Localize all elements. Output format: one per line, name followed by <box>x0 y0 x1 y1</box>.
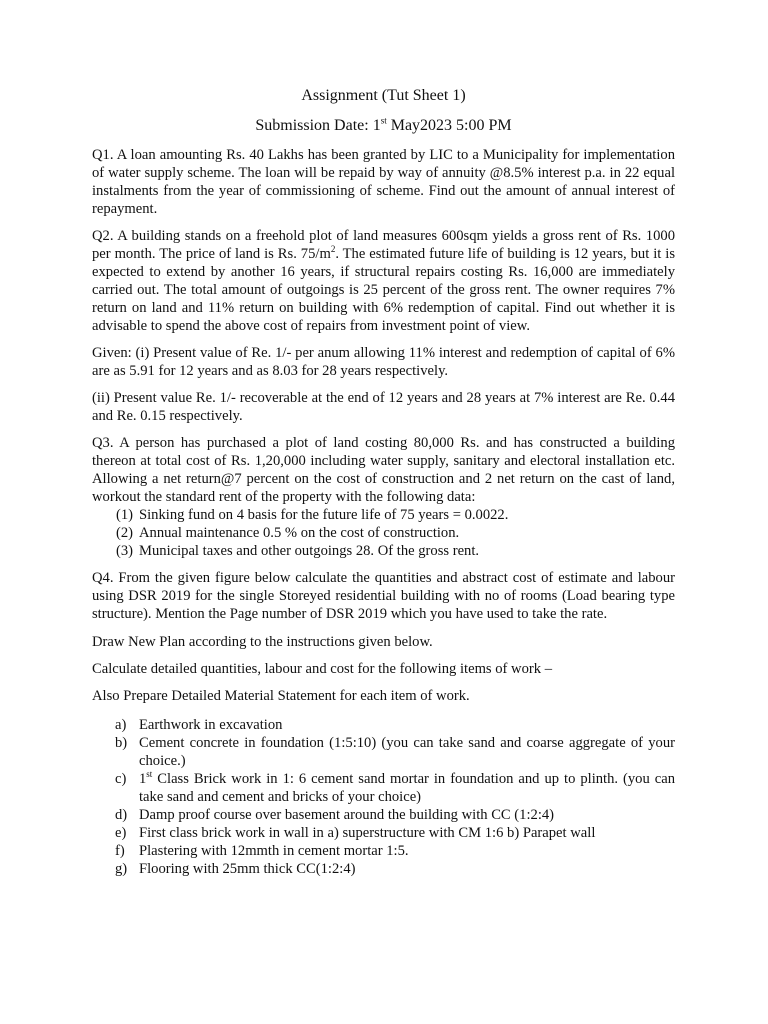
list-marker: (2) <box>116 525 134 541</box>
list-item-text: Cement concrete in foundation (1:5:10) (you can take sand and coarse aggregate of your choice.) <box>139 735 675 769</box>
list-item <box>92 506 675 524</box>
question-3: Q3. A person has purchased a plot of land costing 80,000 Rs. and has constructed a building thereon at total cost of Rs. 1,20,000 including water supply, sanitary and electoral installation etc. Allowing a net return@7 percent on the cost of construction and 2 net return on the cast of land, workout the standard rent of the property with the following data: <box>92 435 675 505</box>
list-item-text: Earthwork in excavation <box>139 717 283 733</box>
list-marker: e) <box>115 825 127 841</box>
submission-date-ordinal: st <box>380 115 387 126</box>
submission-date <box>92 116 675 136</box>
page-title: Assignment (Tut Sheet 1) <box>301 87 466 104</box>
work-items-list <box>92 716 675 878</box>
list-item <box>92 524 675 542</box>
list-item <box>92 860 675 878</box>
document-content <box>92 86 675 878</box>
list-item <box>92 842 675 860</box>
list-item-text: Class Brick work in 1: 6 cement sand mortar in foundation and up to plinth. (you can take sand and cement and bricks of your choice) <box>139 771 675 805</box>
list-marker: a) <box>115 717 127 733</box>
list-item <box>92 770 675 806</box>
question-2-part-b: . The estimated future life of building is 12 years, but it is expected to extend by another 16 years, if structural repairs costing Rs. 16,000 are immediately carried out. The total amount of outgoings is 25 percent of the gross rent. The owner requires 7% return on land and 11% return on building with 6% redemption of capital. Find out whether it is advisable to spend the above cost of repairs from investment point of view. <box>92 246 675 334</box>
list-item-text: Annual maintenance 0.5 % on the cost of construction. <box>139 525 460 541</box>
question-2 <box>92 227 675 335</box>
draw-instruction: Draw New Plan according to the instructions given below. <box>92 634 433 650</box>
list-item <box>92 806 675 824</box>
list-marker: f) <box>115 843 125 859</box>
prepare-instruction: Also Prepare Detailed Material Statement for each item of work. <box>92 688 470 704</box>
given-1: Given: (i) Present value of Re. 1/- per anum allowing 11% interest and redemption of capital of 6% are as 5.91 for 12 years and as 8.03 for 28 years respectively. <box>92 345 675 379</box>
list-item-text: First class brick work in wall in a) superstructure with CM 1:6 b) Parapet wall <box>139 825 596 841</box>
question-3-list <box>92 506 675 560</box>
list-marker: (3) <box>116 543 134 559</box>
question-1: Q1. A loan amounting Rs. 40 Lakhs has been granted by LIC to a Municipality for implementation of water supply scheme. The loan will be repaid by way of annuity @8.5% interest p.a. in 22 equal instalments from the year of commissioning of scheme. Find out the amount of annual interest of repayment. <box>92 147 675 217</box>
list-item-text: Plastering with 12mmth in cement mortar 1:5. <box>139 843 409 859</box>
list-item-text: Sinking fund on 4 basis for the future life of 75 years = 0.0022. <box>139 507 509 523</box>
list-item-text: Flooring with 25mm thick CC(1:2:4) <box>139 861 356 877</box>
submission-date-prefix: Submission Date: 1 <box>255 117 381 134</box>
list-marker: g) <box>115 861 128 877</box>
given-2: (ii) Present value Re. 1/- recoverable at the end of 12 years and 28 years at 7% interest are Re. 0.44 and Re. 0.15 respectively. <box>92 390 675 424</box>
list-marker: d) <box>115 807 128 823</box>
list-marker: c) <box>115 771 127 787</box>
list-item-text: Damp proof course over basement around the building with CC (1:2:4) <box>139 807 555 823</box>
submission-date-suffix: May2023 5:00 PM <box>386 117 512 134</box>
list-item-ordinal: st <box>146 769 153 780</box>
list-item-text: Municipal taxes and other outgoings 28. Of the gross rent. <box>139 543 480 559</box>
list-item <box>92 824 675 842</box>
list-item <box>92 734 675 770</box>
list-marker: (1) <box>116 507 134 523</box>
list-item-prefix: 1 <box>139 771 147 787</box>
list-item <box>92 716 675 734</box>
list-item <box>92 542 675 560</box>
calculate-instruction: Calculate detailed quantities, labour and cost for the following items of work – <box>92 661 552 677</box>
question-4: Q4. From the given figure below calculate the quantities and abstract cost of estimate and labour using DSR 2019 for the single Storeyed residential building with no of rooms (Load bearing type structure). Mention the Page number of DSR 2019 which you have used to take the rate. <box>92 570 675 622</box>
list-marker: b) <box>115 735 128 751</box>
question-2-superscript: 2 <box>330 244 336 255</box>
question-2-part-a: Q2. A building stands on a freehold plot of land measures 600sqm yields a gross rent of Rs. 1000 per month. The price of land is Rs. 75/m <box>92 228 675 262</box>
